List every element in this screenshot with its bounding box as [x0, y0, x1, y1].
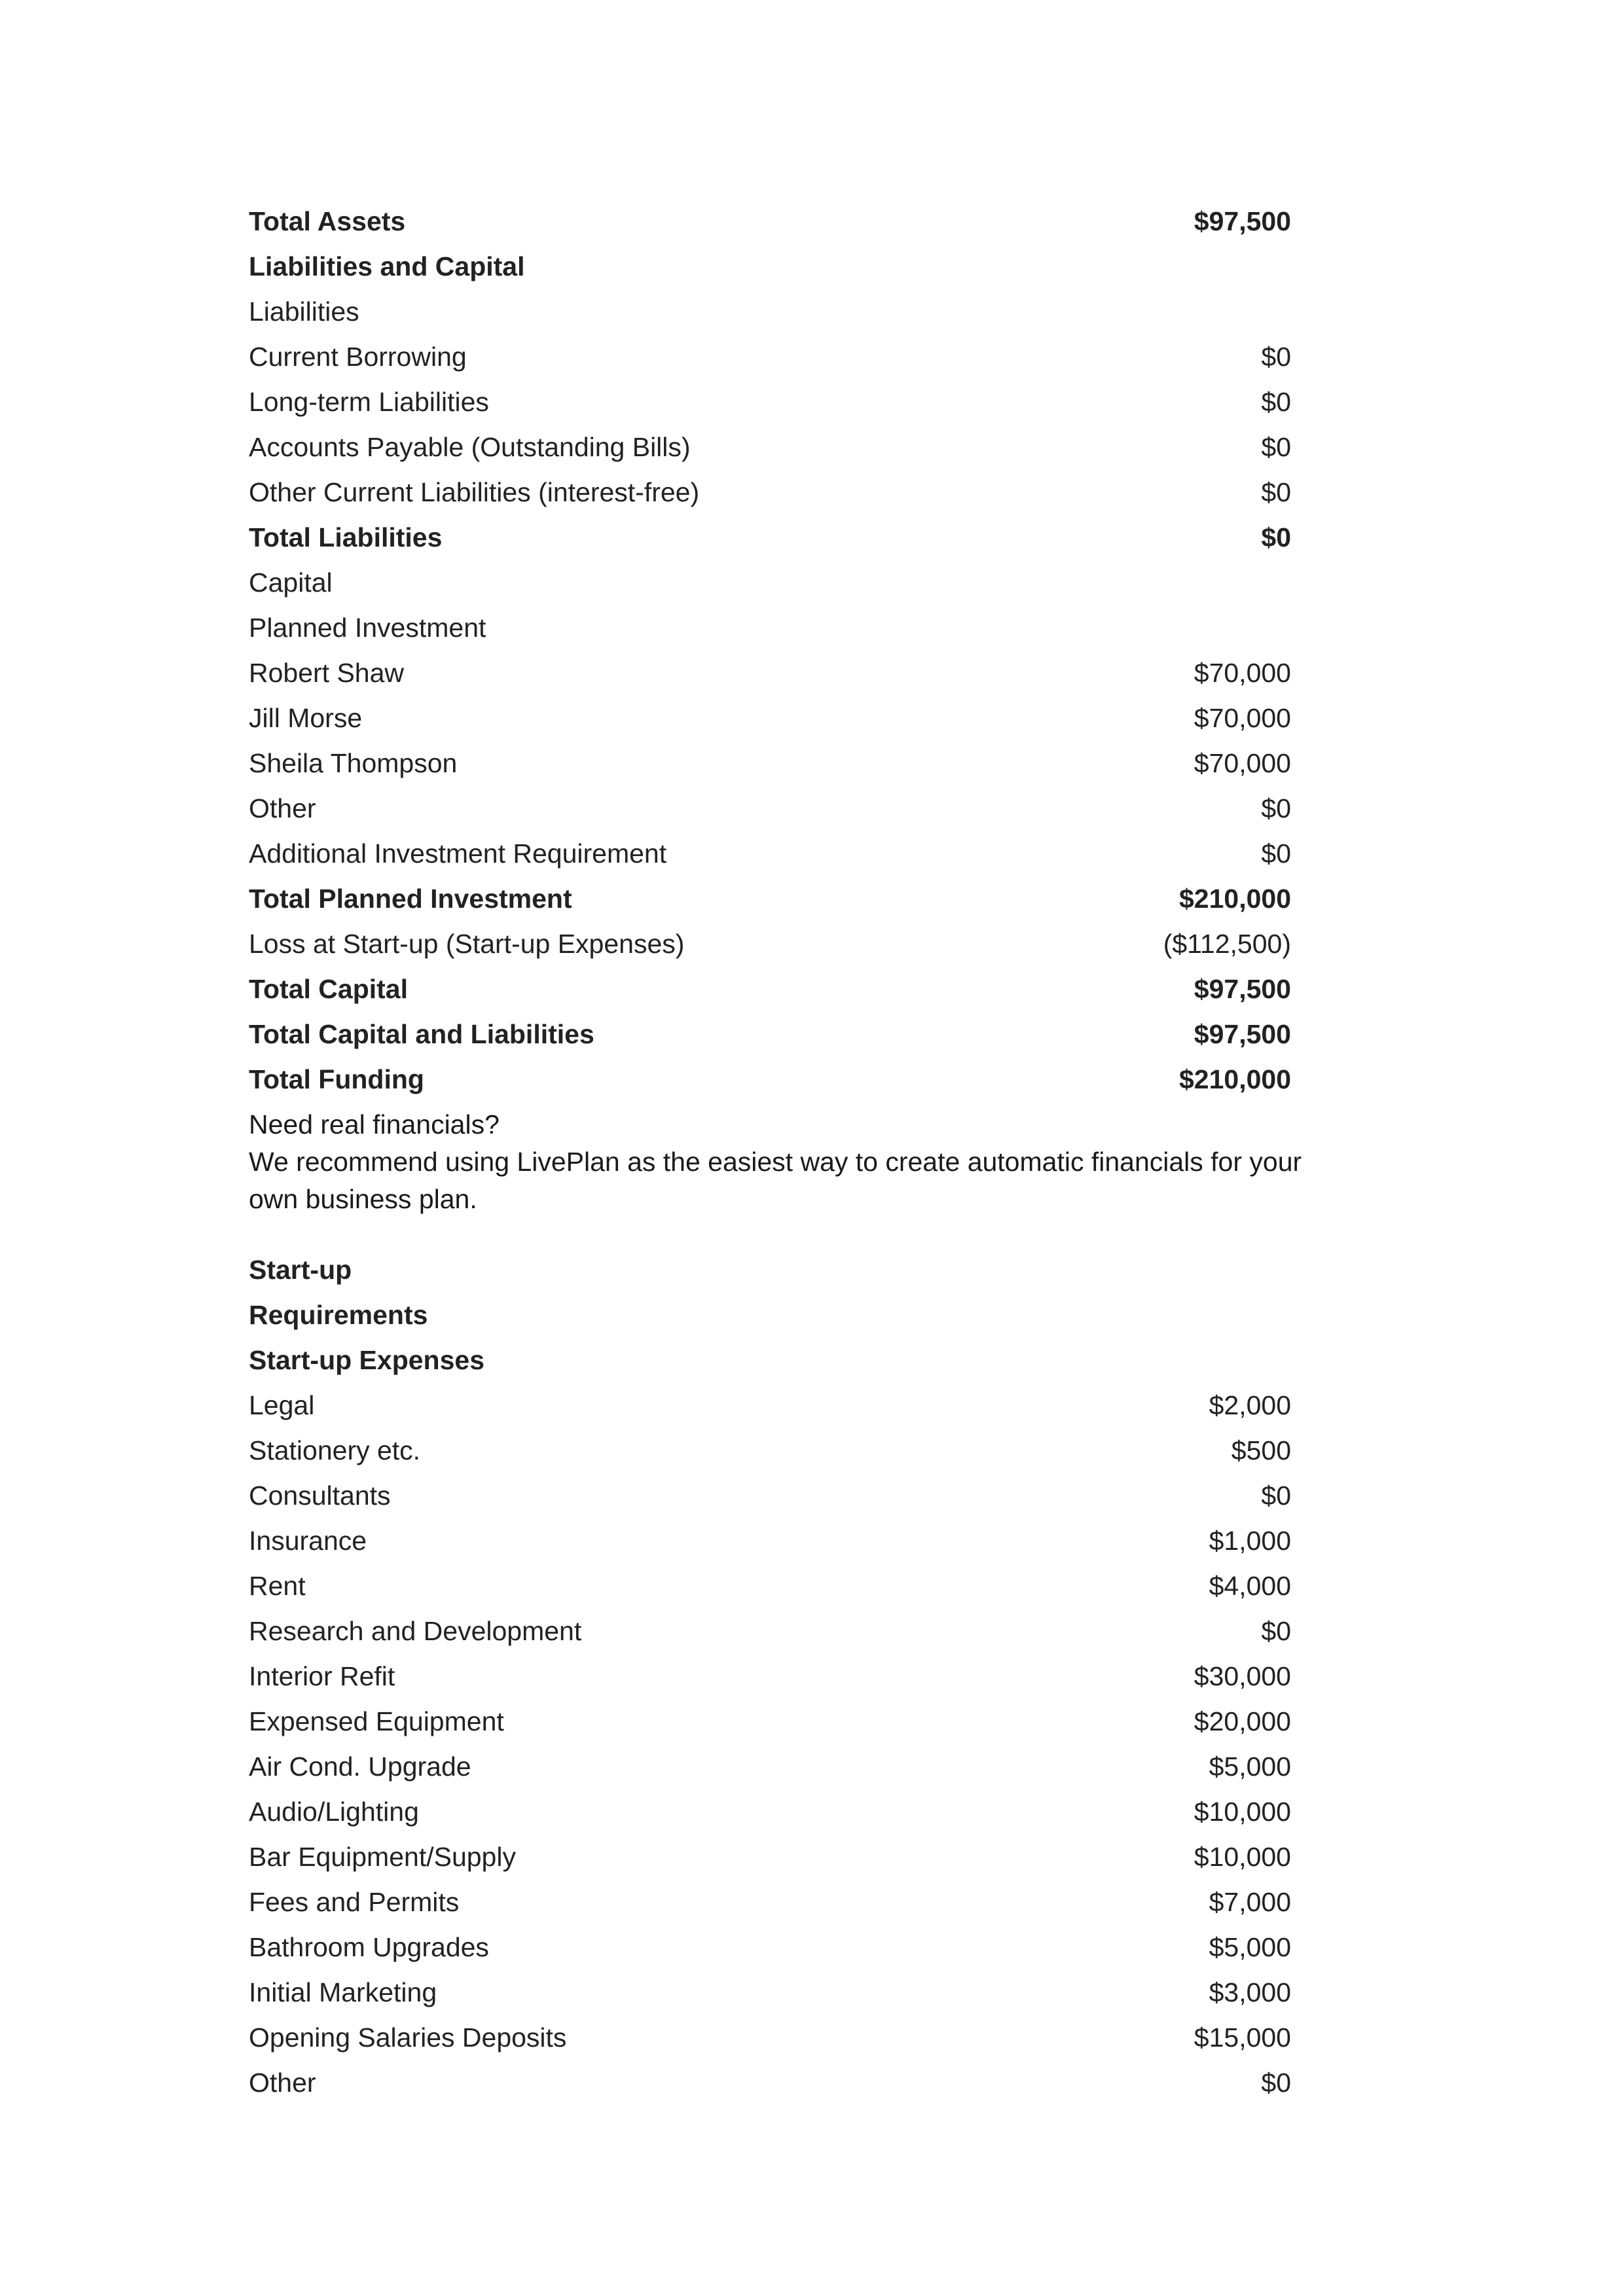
row-value: $30,000 [1194, 1661, 1291, 1691]
row-label: Loss at Start-up (Start-up Expenses) [249, 929, 685, 959]
table-row [249, 1247, 1291, 1293]
row-value: $97,500 [1194, 974, 1291, 1004]
row-value: $0 [1261, 2068, 1291, 2098]
row-label: Current Borrowing [249, 342, 467, 372]
row-value: $97,500 [1194, 206, 1291, 236]
row-value: $0 [1261, 342, 1291, 372]
row-label: Capital [249, 567, 333, 598]
row-value: $0 [1261, 1616, 1291, 1646]
row-label: Research and Development [249, 1616, 582, 1646]
row-value: $5,000 [1209, 1751, 1291, 1782]
table-row [249, 696, 1291, 741]
row-label: Other Current Liabilities (interest-free) [249, 477, 700, 507]
table-row [249, 560, 1291, 605]
table-row [249, 922, 1291, 967]
startup-expenses-table [249, 1247, 1291, 2106]
row-label: Rent [249, 1571, 306, 1601]
table-row [249, 289, 1291, 334]
table-row [249, 515, 1291, 560]
row-value: $10,000 [1194, 1842, 1291, 1872]
row-label: Total Capital and Liabilities [249, 1019, 594, 1049]
balance-sheet-table [249, 199, 1291, 1102]
row-label: Bar Equipment/Supply [249, 1842, 516, 1872]
row-value: $97,500 [1194, 1019, 1291, 1049]
note-heading: Need real financials? [249, 1109, 500, 1139]
row-value: $0 [1261, 477, 1291, 507]
row-label: Insurance [249, 1526, 367, 1556]
table-row [249, 1970, 1291, 2015]
table-row [249, 831, 1291, 876]
row-label: Robert Shaw [249, 658, 405, 688]
table-row [249, 470, 1291, 515]
row-label: Liabilities and Capital [249, 251, 525, 281]
table-row [249, 1835, 1291, 1880]
row-value: $70,000 [1194, 658, 1291, 688]
row-label: Other [249, 2068, 316, 2098]
row-label: Total Funding [249, 1064, 424, 1094]
table-row [249, 244, 1291, 289]
table-row [249, 1925, 1291, 1970]
row-label: Total Liabilities [249, 522, 443, 552]
table-row [249, 1338, 1291, 1383]
row-label: Fees and Permits [249, 1887, 460, 1917]
table-row [249, 1012, 1291, 1057]
row-value: $0 [1261, 432, 1291, 462]
row-value: $0 [1261, 793, 1291, 823]
row-value: $5,000 [1209, 1932, 1291, 1962]
table-row [249, 741, 1291, 786]
table-row [249, 1789, 1291, 1835]
table-row [249, 1880, 1291, 1925]
row-label: Opening Salaries Deposits [249, 2022, 567, 2053]
liveplan-note [249, 1106, 1349, 1218]
row-label: Total Capital [249, 974, 408, 1004]
table-row [249, 1473, 1291, 1518]
row-value: $3,000 [1209, 1977, 1291, 2007]
row-value: $0 [1261, 387, 1291, 417]
row-label: Total Planned Investment [249, 884, 572, 914]
row-value: $20,000 [1194, 1706, 1291, 1736]
table-row [249, 1654, 1291, 1699]
row-value: $70,000 [1194, 748, 1291, 778]
row-label: Start-up [249, 1255, 352, 1285]
table-row [249, 334, 1291, 380]
row-label: Consultants [249, 1480, 391, 1511]
row-label: Sheila Thompson [249, 748, 458, 778]
row-label: Other [249, 793, 316, 823]
row-label: Accounts Payable (Outstanding Bills) [249, 432, 691, 462]
row-label: Requirements [249, 1300, 428, 1330]
row-value: $210,000 [1178, 1064, 1291, 1094]
row-value: $7,000 [1209, 1887, 1291, 1917]
row-value: $10,000 [1194, 1797, 1291, 1827]
table-row [249, 425, 1291, 470]
row-value: $15,000 [1194, 2022, 1291, 2053]
table-row [249, 1744, 1291, 1789]
row-label: Bathroom Upgrades [249, 1932, 489, 1962]
row-value: $1,000 [1209, 1526, 1291, 1556]
row-label: Stationery etc. [249, 1435, 421, 1465]
row-label: Expensed Equipment [249, 1706, 504, 1736]
row-label: Legal [249, 1390, 315, 1420]
note-text: We recommend using LivePlan as the easiest way to create automatic financials for your own business plan. [249, 1147, 1302, 1214]
row-value: $0 [1261, 1480, 1291, 1511]
row-value: $2,000 [1209, 1390, 1291, 1420]
row-label: Start-up Expenses [249, 1345, 484, 1375]
table-row [249, 1609, 1291, 1654]
table-row [249, 1293, 1291, 1338]
table-row [249, 786, 1291, 831]
row-label: Air Cond. Upgrade [249, 1751, 471, 1782]
table-row [249, 1518, 1291, 1564]
row-label: Liabilities [249, 296, 359, 327]
table-row [249, 199, 1291, 244]
row-value: $70,000 [1194, 703, 1291, 733]
row-label: Long-term Liabilities [249, 387, 489, 417]
table-row [249, 2015, 1291, 2060]
row-value: $500 [1231, 1435, 1291, 1465]
row-label: Additional Investment Requirement [249, 838, 667, 869]
table-row [249, 651, 1291, 696]
row-value: $210,000 [1178, 884, 1291, 914]
row-value: $4,000 [1209, 1571, 1291, 1601]
table-row [249, 1383, 1291, 1428]
row-label: Interior Refit [249, 1661, 395, 1691]
table-row [249, 1564, 1291, 1609]
row-label: Audio/Lighting [249, 1797, 419, 1827]
table-row [249, 876, 1291, 922]
table-row [249, 1428, 1291, 1473]
table-row [249, 967, 1291, 1012]
row-label: Initial Marketing [249, 1977, 437, 2007]
table-row [249, 1699, 1291, 1744]
table-row [249, 380, 1291, 425]
table-row [249, 1057, 1291, 1102]
row-value: ($112,500) [1163, 929, 1291, 959]
row-value: $0 [1261, 838, 1291, 869]
row-label: Total Assets [249, 206, 406, 236]
row-value: $0 [1261, 522, 1291, 552]
table-row [249, 2060, 1291, 2106]
row-label: Jill Morse [249, 703, 363, 733]
row-label: Planned Investment [249, 613, 486, 643]
table-row [249, 605, 1291, 651]
